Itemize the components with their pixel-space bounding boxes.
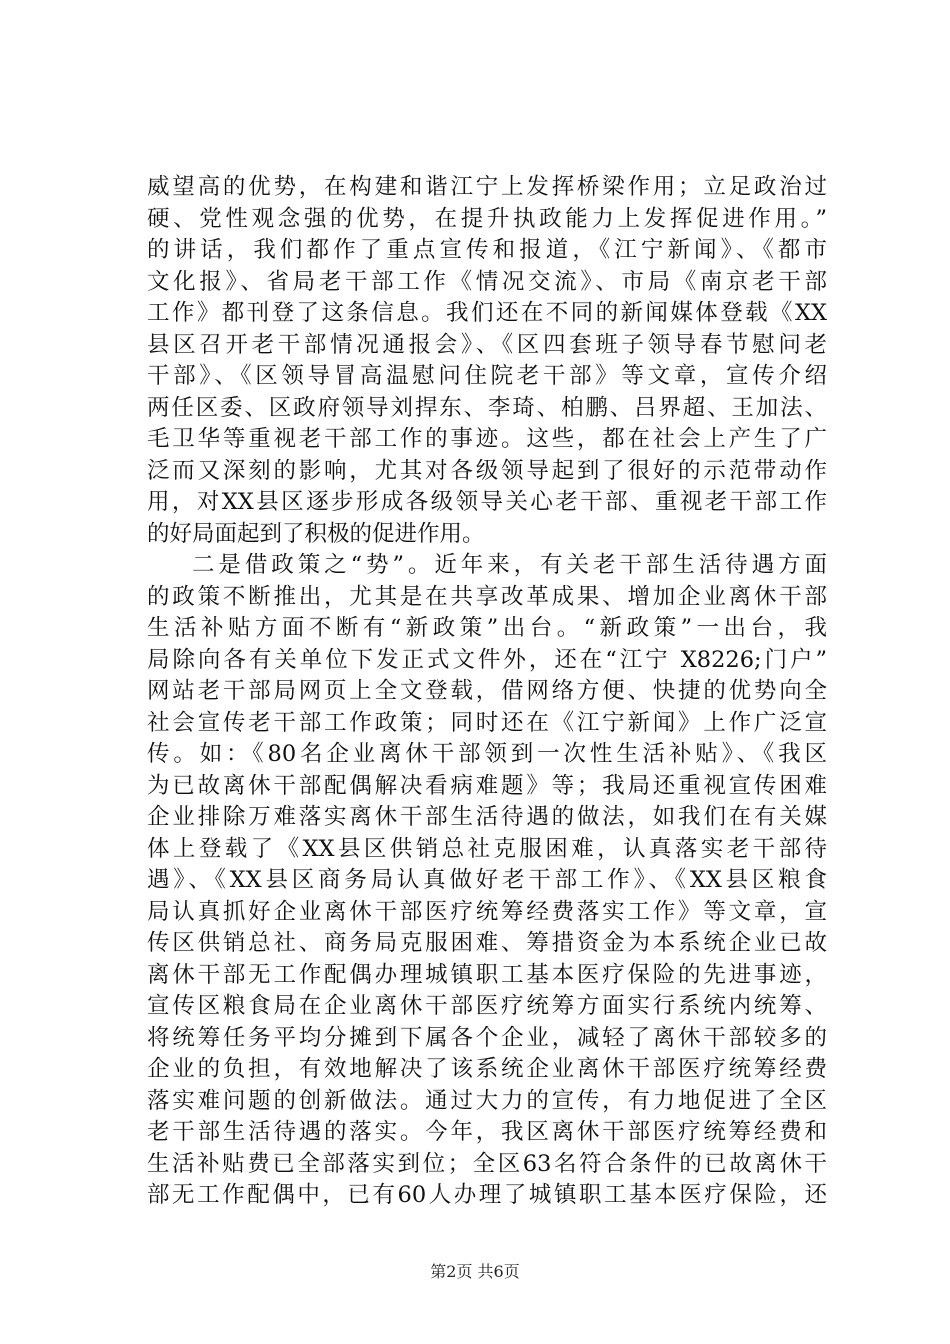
text-line: 网站老干部局网页上全文登载，借网络方便、快捷的优势向全: [147, 678, 827, 704]
text-line: 局除向各有关单位下发正式文件外，还在“江宁 X8226;门户”: [147, 646, 827, 673]
text-line: 老干部生活待遇的落实。今年，我区离休干部医疗统筹经费和: [147, 1119, 827, 1145]
text-line: 落实难问题的创新做法。通过大力的宣传，有力地促进了全区: [147, 1087, 827, 1114]
text-line: 宣传区粮食局在企业离休干部医疗统筹方面实行系统内统筹、: [147, 993, 827, 1019]
text-line: 两任区委、区政府领导刘捍东、李琦、柏鹏、吕界超、王加法、: [147, 394, 827, 421]
text-line: 的政策不断推出，尤其是在共享改革成果、增加企业离休干部: [147, 583, 827, 610]
text-line: 威望高的优势，在构建和谐江宁上发挥桥梁作用；立足政治过: [147, 174, 827, 200]
text-line: 企业排除万难落实离休干部生活待遇的做法，如我们在有关媒: [147, 804, 827, 830]
text-line: 将统筹任务平均分摊到下属各个企业，减轻了离休干部较多的: [147, 1024, 827, 1051]
text-line: 文化报》、省局老干部工作《情况交流》、市局《南京老干部: [147, 268, 827, 295]
text-line: 二是借政策之“势”。近年来，有关老干部生活待遇方面: [192, 552, 827, 578]
body-text: [147, 172, 827, 1212]
text-line: 工作》都刊登了这条信息。我们还在不同的新闻媒体登载《XX: [147, 300, 827, 326]
text-line: 县区召开老干部情况通报会》、《区四套班子领导春节慰问老: [147, 331, 827, 358]
text-line: 部无工作配偶中，已有60人办理了城镇职工基本医疗保险，还: [147, 1182, 827, 1208]
text-line: 为已故离休干部配偶解决看病难题》等；我局还重视宣传困难: [147, 772, 827, 799]
text-line: 传。如：《80名企业离休干部领到一次性生活补贴》、《我区: [147, 741, 827, 767]
text-line: 社会宣传老干部工作政策；同时还在《江宁新闻》上作广泛宣: [147, 709, 827, 736]
page-footer: 第2页 共6页: [430, 1262, 520, 1281]
text-line: 生活补贴方面不断有“新政策”出台。“新政策”一出台，我: [147, 615, 827, 641]
text-line: 的讲话，我们都作了重点宣传和报道，《江宁新闻》、《都市: [147, 237, 827, 263]
text-line: 体上登载了《XX县区供销总社克服困难，认真落实老干部待: [147, 835, 827, 862]
text-line: 离休干部无工作配偶办理城镇职工基本医疗保险的先进事迹，: [147, 961, 827, 988]
text-line: 的好局面起到了积极的促进作用。: [147, 520, 485, 547]
text-line: 传区供销总社、商务局克服困难、筹措资金为本系统企业已故: [147, 930, 827, 956]
text-line: 毛卫华等重视老干部工作的事迹。这些，都在社会上产生了广: [147, 426, 827, 452]
text-line: 干部》、《区领导冒高温慰问住院老干部》等文章，宣传介绍: [147, 363, 827, 389]
text-line: 生活补贴费已全部落实到位；全区63名符合条件的已故离休干: [147, 1150, 827, 1177]
text-line: 硬、党性观念强的优势，在提升执政能力上发挥促进作用。”: [147, 205, 827, 232]
text-line: 泛而又深刻的影响，尤其对各级领导起到了很好的示范带动作: [147, 457, 827, 484]
text-line: 企业的负担，有效地解决了该系统企业离休干部医疗统筹经费: [147, 1056, 827, 1082]
text-line: 局认真抓好企业离休干部医疗统筹经费落实工作》等文章，宣: [147, 898, 827, 925]
text-line: 用，对XX县区逐步形成各级领导关心老干部、重视老干部工作: [147, 489, 827, 515]
text-line: 遇》、《XX县区商务局认真做好老干部工作》、《XX县区粮食: [147, 867, 827, 893]
